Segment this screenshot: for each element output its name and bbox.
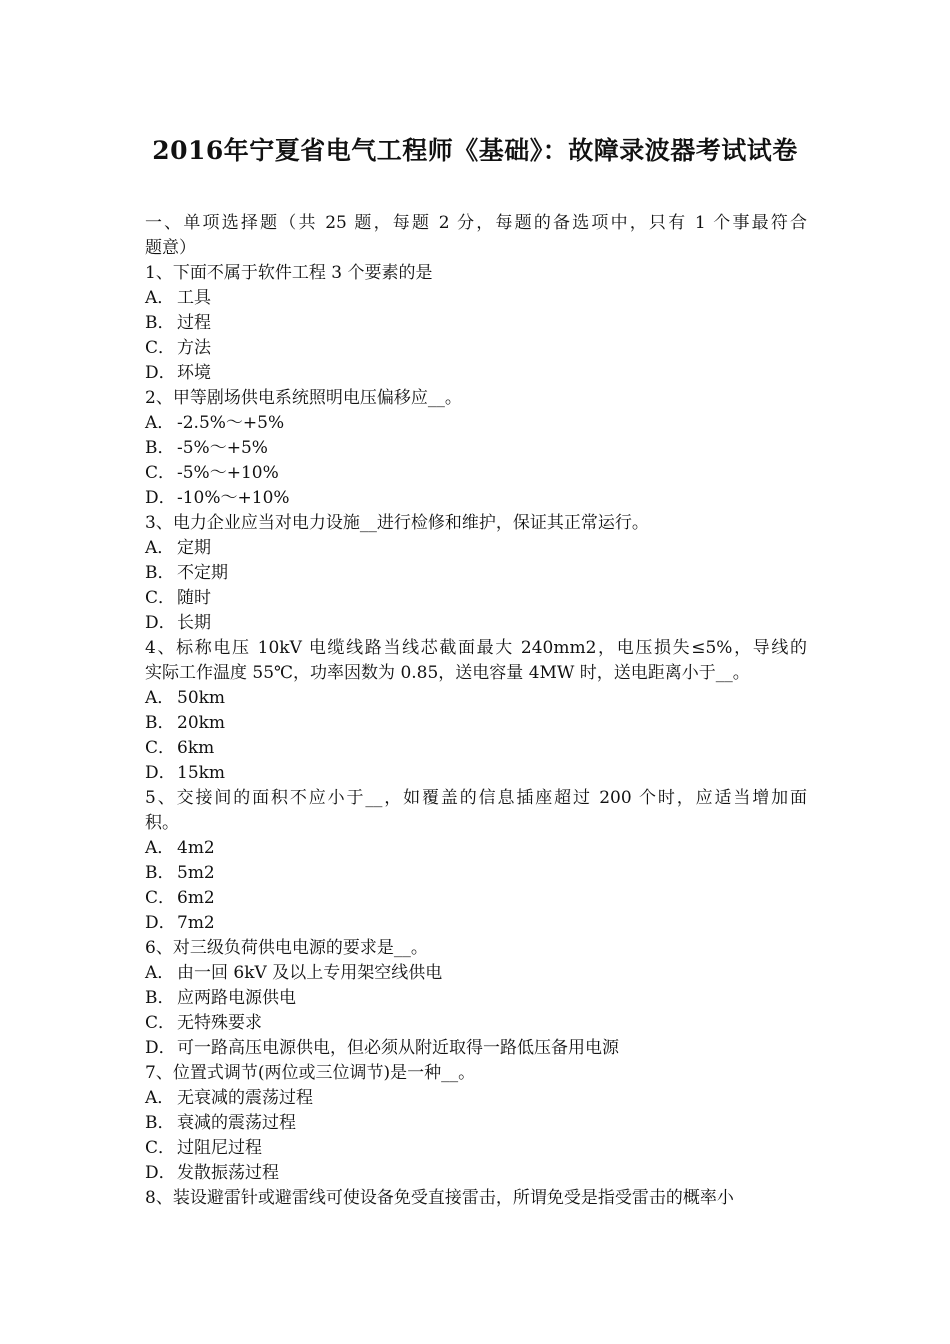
question-stem-line: 8、装设避雷针或避雷线可使设备免受直接雷击，所谓免受是指受雷击的概率小 <box>145 1188 734 1208</box>
option-text: 6m2 <box>177 888 215 908</box>
option-letter: D． <box>145 1163 176 1183</box>
answer-option <box>145 361 807 386</box>
option-letter: A． <box>145 413 175 433</box>
answer-option <box>145 411 807 436</box>
option-letter: D． <box>145 613 176 633</box>
question-stem-line: 4、标称电压 10kV 电缆线路当线芯截面最大 240mm2，电压损失≤5%，导线的 <box>145 638 807 658</box>
question-1 <box>145 261 807 386</box>
option-text: 由一回 6kV 及以上专用架空线供电 <box>177 963 443 983</box>
question-stem-line: 7、位置式调节(两位或三位调节)是一种__。 <box>145 1063 476 1083</box>
option-text: 不定期 <box>177 563 228 583</box>
answer-option <box>145 461 807 486</box>
option-text: -5%～+5% <box>177 438 268 458</box>
option-text: 无特殊要求 <box>177 1013 262 1033</box>
question-stem-line: 积。 <box>145 813 179 833</box>
option-text: 4m2 <box>177 838 215 858</box>
answer-option <box>145 1161 807 1186</box>
question-stem-line: 实际工作温度 55℃，功率因数为 0.85，送电容量 4MW 时，送电距离小于__。 <box>145 663 750 683</box>
question-list <box>145 261 807 1211</box>
question-3 <box>145 511 807 636</box>
option-letter: D． <box>145 763 176 783</box>
answer-option <box>145 736 807 761</box>
answer-option <box>145 1036 807 1061</box>
option-letter: C． <box>145 338 176 358</box>
option-text: 50km <box>177 688 226 708</box>
answer-option <box>145 611 807 636</box>
answer-option <box>145 336 807 361</box>
question-6 <box>145 936 807 1061</box>
answer-option <box>145 311 807 336</box>
question-stem-line: 5、交接间的面积不应小于__，如覆盖的信息插座超过 200 个时，应适当增加面 <box>145 788 807 808</box>
answer-option <box>145 436 807 461</box>
answer-option <box>145 861 807 886</box>
answer-option <box>145 886 807 911</box>
question-4 <box>145 636 807 786</box>
option-text: 工具 <box>177 288 211 308</box>
option-letter: C． <box>145 1013 176 1033</box>
option-letter: A． <box>145 538 175 558</box>
option-text: 方法 <box>177 338 211 358</box>
option-letter: C． <box>145 463 176 483</box>
option-letter: B． <box>145 438 175 458</box>
option-letter: C． <box>145 588 176 608</box>
option-text: 发散振荡过程 <box>177 1163 279 1183</box>
answer-option <box>145 286 807 311</box>
option-text: 随时 <box>177 588 211 608</box>
option-text: 定期 <box>177 538 211 558</box>
option-text: 可一路高压电源供电，但必须从附近取得一路低压备用电源 <box>177 1038 619 1058</box>
option-letter: A． <box>145 963 175 983</box>
option-letter: C． <box>145 1138 176 1158</box>
option-letter: D． <box>145 488 176 508</box>
option-letter: A． <box>145 288 175 308</box>
option-letter: C． <box>145 738 176 758</box>
answer-option <box>145 1011 807 1036</box>
question-8 <box>145 1186 807 1211</box>
option-letter: C． <box>145 888 176 908</box>
option-text: 6km <box>177 738 215 758</box>
option-text: 7m2 <box>177 913 215 933</box>
option-text: 衰减的震荡过程 <box>177 1113 296 1133</box>
option-letter: B． <box>145 713 175 733</box>
option-letter: B． <box>145 988 175 1008</box>
section-header-line: 题意） <box>145 238 196 258</box>
question-7 <box>145 1061 807 1186</box>
answer-option <box>145 836 807 861</box>
answer-option <box>145 486 807 511</box>
option-letter: D． <box>145 913 176 933</box>
option-letter: A． <box>145 838 175 858</box>
answer-option <box>145 561 807 586</box>
question-stem-line: 2、甲等剧场供电系统照明电压偏移应__。 <box>145 388 462 408</box>
answer-option <box>145 1086 807 1111</box>
answer-option <box>145 1136 807 1161</box>
answer-option <box>145 1111 807 1136</box>
section-header-line: 一、单项选择题（共 25 题，每题 2 分，每题的备选项中，只有 1 个事最符合 <box>145 213 807 233</box>
option-text: 长期 <box>177 613 211 633</box>
option-letter: B． <box>145 1113 175 1133</box>
option-text: 过阻尼过程 <box>177 1138 262 1158</box>
question-stem-line: 6、对三级负荷供电电源的要求是__。 <box>145 938 428 958</box>
option-text: 20km <box>177 713 226 733</box>
option-letter: D． <box>145 1038 176 1058</box>
answer-option <box>145 536 807 561</box>
option-text: -5%～+10% <box>177 463 279 483</box>
answer-option <box>145 711 807 736</box>
answer-option <box>145 586 807 611</box>
answer-option <box>145 911 807 936</box>
document-title: 2016年宁夏省电气工程师《基础》：故障录波器考试试卷 <box>152 136 798 165</box>
option-text: 15km <box>177 763 226 783</box>
option-letter: A． <box>145 688 175 708</box>
answer-option <box>145 986 807 1011</box>
option-text: -2.5%～+5% <box>177 413 285 433</box>
option-letter: B． <box>145 313 175 333</box>
option-text: 环境 <box>177 363 211 383</box>
option-text: 应两路电源供电 <box>177 988 296 1008</box>
option-letter: D． <box>145 363 176 383</box>
option-letter: B． <box>145 863 175 883</box>
question-stem-line: 3、电力企业应当对电力设施__进行检修和维护，保证其正常运行。 <box>145 513 649 533</box>
option-letter: A． <box>145 1088 175 1108</box>
answer-option <box>145 961 807 986</box>
option-letter: B． <box>145 563 175 583</box>
question-5 <box>145 786 807 936</box>
section-header <box>145 211 807 261</box>
question-2 <box>145 386 807 511</box>
option-text: -10%～+10% <box>177 488 290 508</box>
question-stem-line: 1、下面不属于软件工程 3 个要素的是 <box>145 263 433 283</box>
answer-option <box>145 686 807 711</box>
option-text: 5m2 <box>177 863 215 883</box>
document-body <box>145 211 807 1211</box>
option-text: 无衰减的震荡过程 <box>177 1088 313 1108</box>
option-text: 过程 <box>177 313 211 333</box>
answer-option <box>145 761 807 786</box>
